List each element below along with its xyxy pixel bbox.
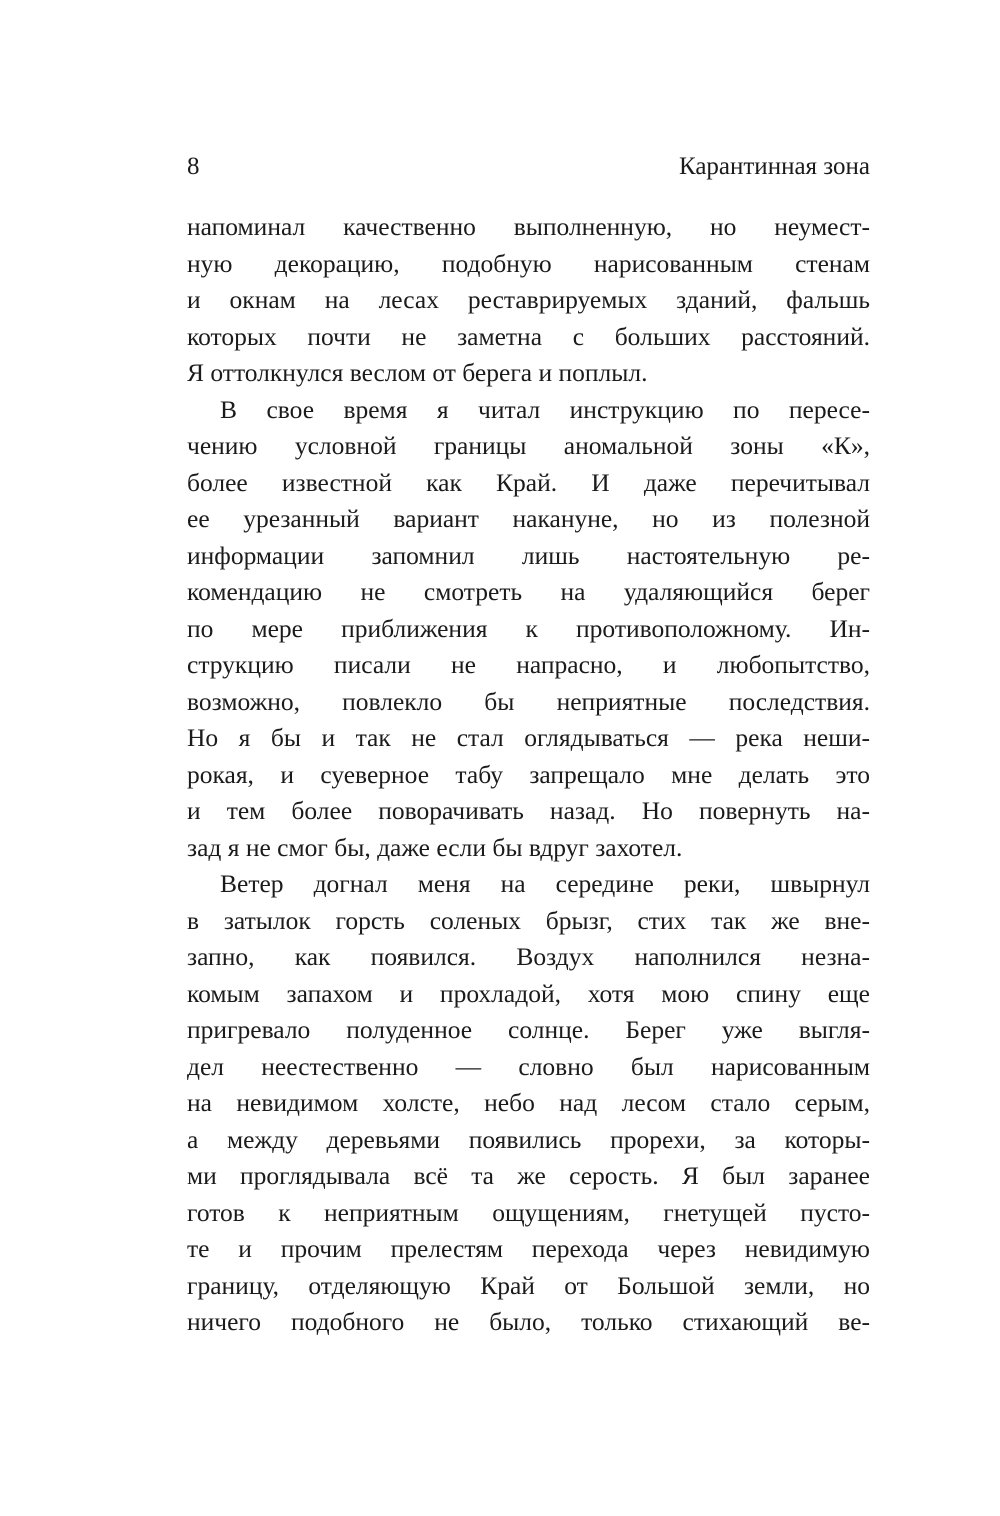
text-line: которых почти не заметна с больших расстояний. xyxy=(187,321,870,351)
text-line: струкцию писали не напрасно, и любопытство, xyxy=(187,650,870,679)
text-line: ее урезанный вариант накануне, но из полезной xyxy=(187,504,870,533)
text-line: а между деревьями появились прорехи, за которы- xyxy=(187,1124,870,1154)
text-line: Я оттолкнулся веслом от берега и поплыл. xyxy=(187,358,648,387)
text-line: Но я бы и так не стал оглядываться — река неши- xyxy=(187,723,870,752)
text-line: напоминал качественно выполненную, но неумест- xyxy=(187,212,870,241)
text-line: ную декорацию, подобную нарисованным стенам xyxy=(187,248,870,278)
text-line: пригревало полуденное солнце. Берег уже выгля- xyxy=(187,1015,870,1044)
text-line: рокая, и суеверное табу запрещало мне делать это xyxy=(187,759,870,789)
text-line: ничего подобного не было, только стихающий ве- xyxy=(187,1307,870,1336)
text-line: на невидимом холсте, небо над лесом стало серым, xyxy=(187,1088,870,1117)
text-line: по мере приближения к противоположному. Ин- xyxy=(187,613,870,643)
text-line: возможно, повлекло бы неприятные последствия. xyxy=(187,686,870,716)
page-number: 8 xyxy=(187,153,200,180)
text-line: более известной как Край. И даже перечитывал xyxy=(187,467,870,497)
text-line: дел неестественно — словно был нарисованным xyxy=(187,1051,870,1081)
text-line: и окнам на лесах реставрируемых зданий, фальшь xyxy=(187,285,870,314)
text-line: Ветер догнал меня на середине реки, швырнул xyxy=(220,869,870,898)
text-line: чению условной границы аномальной зоны «К», xyxy=(187,431,870,460)
text-line: ми проглядывала всё та же серость. Я был заранее xyxy=(187,1161,870,1190)
text-line: готов к неприятным ощущениям, гнетущей пусто- xyxy=(187,1197,870,1227)
text-line: информации запомнил лишь настоятельную ре- xyxy=(187,540,870,570)
text-line: комендацию не смотреть на удаляющийся берег xyxy=(187,577,870,606)
text-line: запно, как появился. Воздух наполнился незна- xyxy=(187,942,870,971)
text-line: комым запахом и прохладой, хотя мою спину еще xyxy=(187,978,870,1008)
running-title: Карантинная зона xyxy=(678,153,870,180)
body-text xyxy=(187,209,870,1341)
page-header xyxy=(187,150,870,184)
text-line: зад я не смог бы, даже если бы вдруг захотел. xyxy=(187,832,683,862)
text-line: в затылок горсть соленых брызг, стих так же вне- xyxy=(187,905,870,935)
text-line: В свое время я читал инструкцию по пересе- xyxy=(220,394,870,424)
text-line: и тем более поворачивать назад. Но повернуть на- xyxy=(187,796,870,825)
text-line: границу, отделяющую Край от Большой земли, но xyxy=(187,1270,870,1300)
text-line: те и прочим прелестям перехода через невидимую xyxy=(187,1234,870,1263)
